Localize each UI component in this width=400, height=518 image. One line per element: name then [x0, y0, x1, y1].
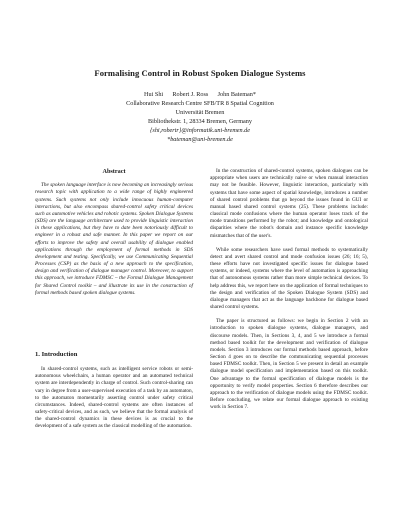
authors-line: Hui Shi Robert J. Ross John Bateman* [144, 91, 256, 98]
affiliation-line-1: Collaborative Research Centre SFB/TR 8 Spatial Cognition [126, 99, 274, 107]
right-paragraph-2: While some researchers have used formal methods to systematically detect and avert shared control and mode confusion issues (26; 16; 5), these efforts have not investigated specific issues for dialogue based systems, or indeed, systems where the level of automation is approaching that of autonomous systems rather than more simple technical devices. To help address this, we report here on the application of formal techniques to the design and verification of the Spoken Dialogue System (SDS) and dialogue managers that act as the language backbone for dialogue based shared control systems. [210, 246, 368, 311]
abstract-heading: Abstract [102, 168, 126, 175]
affiliation-line-2: Universität Bremen [175, 108, 225, 116]
abstract-text: The spoken language interface is now becoming an increasingly serious research topic with application to a wide range of highly engineered systems. Such systems not only include innocuous human-computer interactions, but also encompass shared-control safety critical devices such as automotive vehicles and robotic systems. Spoken Dialogue Systems (SDS) are the language architecture used to provide linguistic interaction in these applications, but they have to date been notoriously difficult to engineer in a robust and safe manner. In this paper we report on our efforts to improve the safety and overall usability of dialogue enabled applications through the employment of formal methods in SDS development and testing. Specifically, we use Communicating Sequential Processes (CSP) as the basis of a new approach to the specification, design and verification of dialogue manager control. Moreover, to support this approach, we introduce FDMSC – the Formal Dialogue Management for Shared Control toolkit – and illustrate its use in the construction of formal methods based spoken dialogue systems. [35, 182, 193, 296]
right-paragraph-3: The paper is structured as follows: we begin in Section 2 with an introduction to spoken dialogue systems, dialogue managers, and discourse models. Then, in Sections 3, 4, and 5 we introduce a formal method based toolkit for the development and verification of dialogue models. Section 3 introduces our formal methods based approach, before Section 4 goes on to describe the communicating sequential processes based FDMSC toolkit. Then, in Section 5 we present in detail an example dialogue model specification and implementation based on this toolkit. One advantage to the formal specification of dialogue models is the opportunity to verify model properties. Section 6 therefore describes our approach to the verification of dialogue models using the FDMSC toolkit. Before concluding, we relate our formal dialogue approach to existing work in Section 7. [210, 318, 368, 411]
right-paragraph-1: In the construction of shared-control systems, spoken dialogues can be appropriate when users are technically naive or when manual interaction may not be feasible. However, linguistic interaction, particularly with systems that have some aspect of spatial knowledge, introduces a number of shared control problems that go beyond the issues found in GUI or manual based shared control systems (25). These problems include: classical mode confusions where the human operator loses track of the mode transitions performed by the robot; and knowledge and ontological disparities where the robot's domain and instance specific knowledge mismatches that of the user's. [210, 168, 368, 239]
paper-title: Formalising Control in Robust Spoken Dialogue Systems [94, 68, 306, 78]
intro-paragraph: In shared-control systems, such as intelligent service robots or semi-autonomous wheelchairs, a human operator and an automated technical system are interdependently in charge of control. Such control-sharing can vary in degree from a user-supervised execution of a task by an automaton, to the automaton momentarily asserting control under safety critical circumstances. Indeed, shared-control systems are often instances of safety-critical devices, and as such, we believe that the formal analysis of the shared-control dynamics in these devices is as crucial to the development of a safe system as the classical modelling of the automation. [35, 366, 193, 430]
email-line-2: *bateman@uni-bremen.de [167, 135, 233, 143]
author-block [0, 91, 400, 144]
affiliation-line-3: Bibliothekstr. 1, 28334 Bremen, Germany [148, 117, 252, 125]
section-1-heading: 1. Introduction [35, 351, 78, 358]
left-column [35, 168, 193, 297]
intro-column [35, 366, 193, 431]
email-line-1: {shi,robertr}@informatik.uni-bremen.de [149, 126, 251, 134]
right-column [210, 168, 368, 412]
